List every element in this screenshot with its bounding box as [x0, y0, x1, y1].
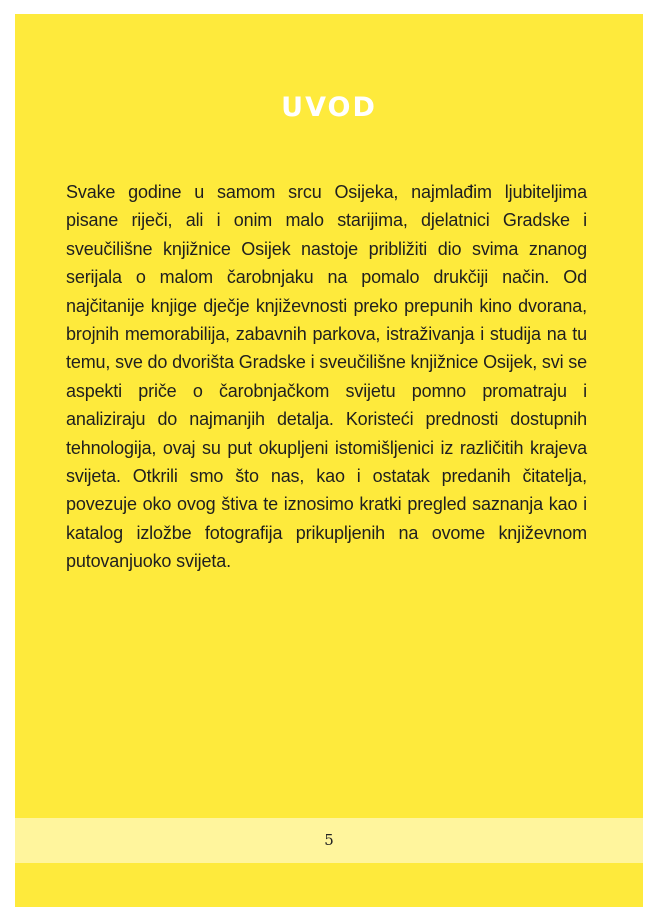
page-footer	[15, 818, 643, 863]
page-number: 5	[324, 831, 334, 849]
page-title: UVOD	[281, 92, 377, 123]
document-page	[15, 14, 643, 907]
intro-paragraph: Svake godine u samom srcu Osijeka, najmlađim ljubiteljima pisane riječi, ali i onim malo starijima, djelatnici Gradske i sveučilišne knjižnice Osijek nastoje približiti dio svima znanog serijala o malom čarobnjaku na pomalo drukčiji način. Od najčitanije knjige dječje književnosti preko prepunih kino dvorana, brojnih memorabilija, zabavnih parkova, istraživanja i studija na tu temu, sve do dvorišta Gradske i sveučilišne knjižnice Osijek, svi se aspekti priče o čarobnjačkom svijetu pomno promatraju i analiziraju do najmanjih detalja. Koristeći prednosti dostupnih tehnologija, ovaj su put okupljeni istomišljenici iz različitih krajeva svijeta. Otkrili smo što nas, kao i ostatak predanih čitatelja, povezuje oko ovog štiva te iznosimo kratki pregled saznanja kao i katalog izložbe fotografija prikupljenih na ovome književnom putovanjuoko svijeta.	[66, 182, 588, 572]
